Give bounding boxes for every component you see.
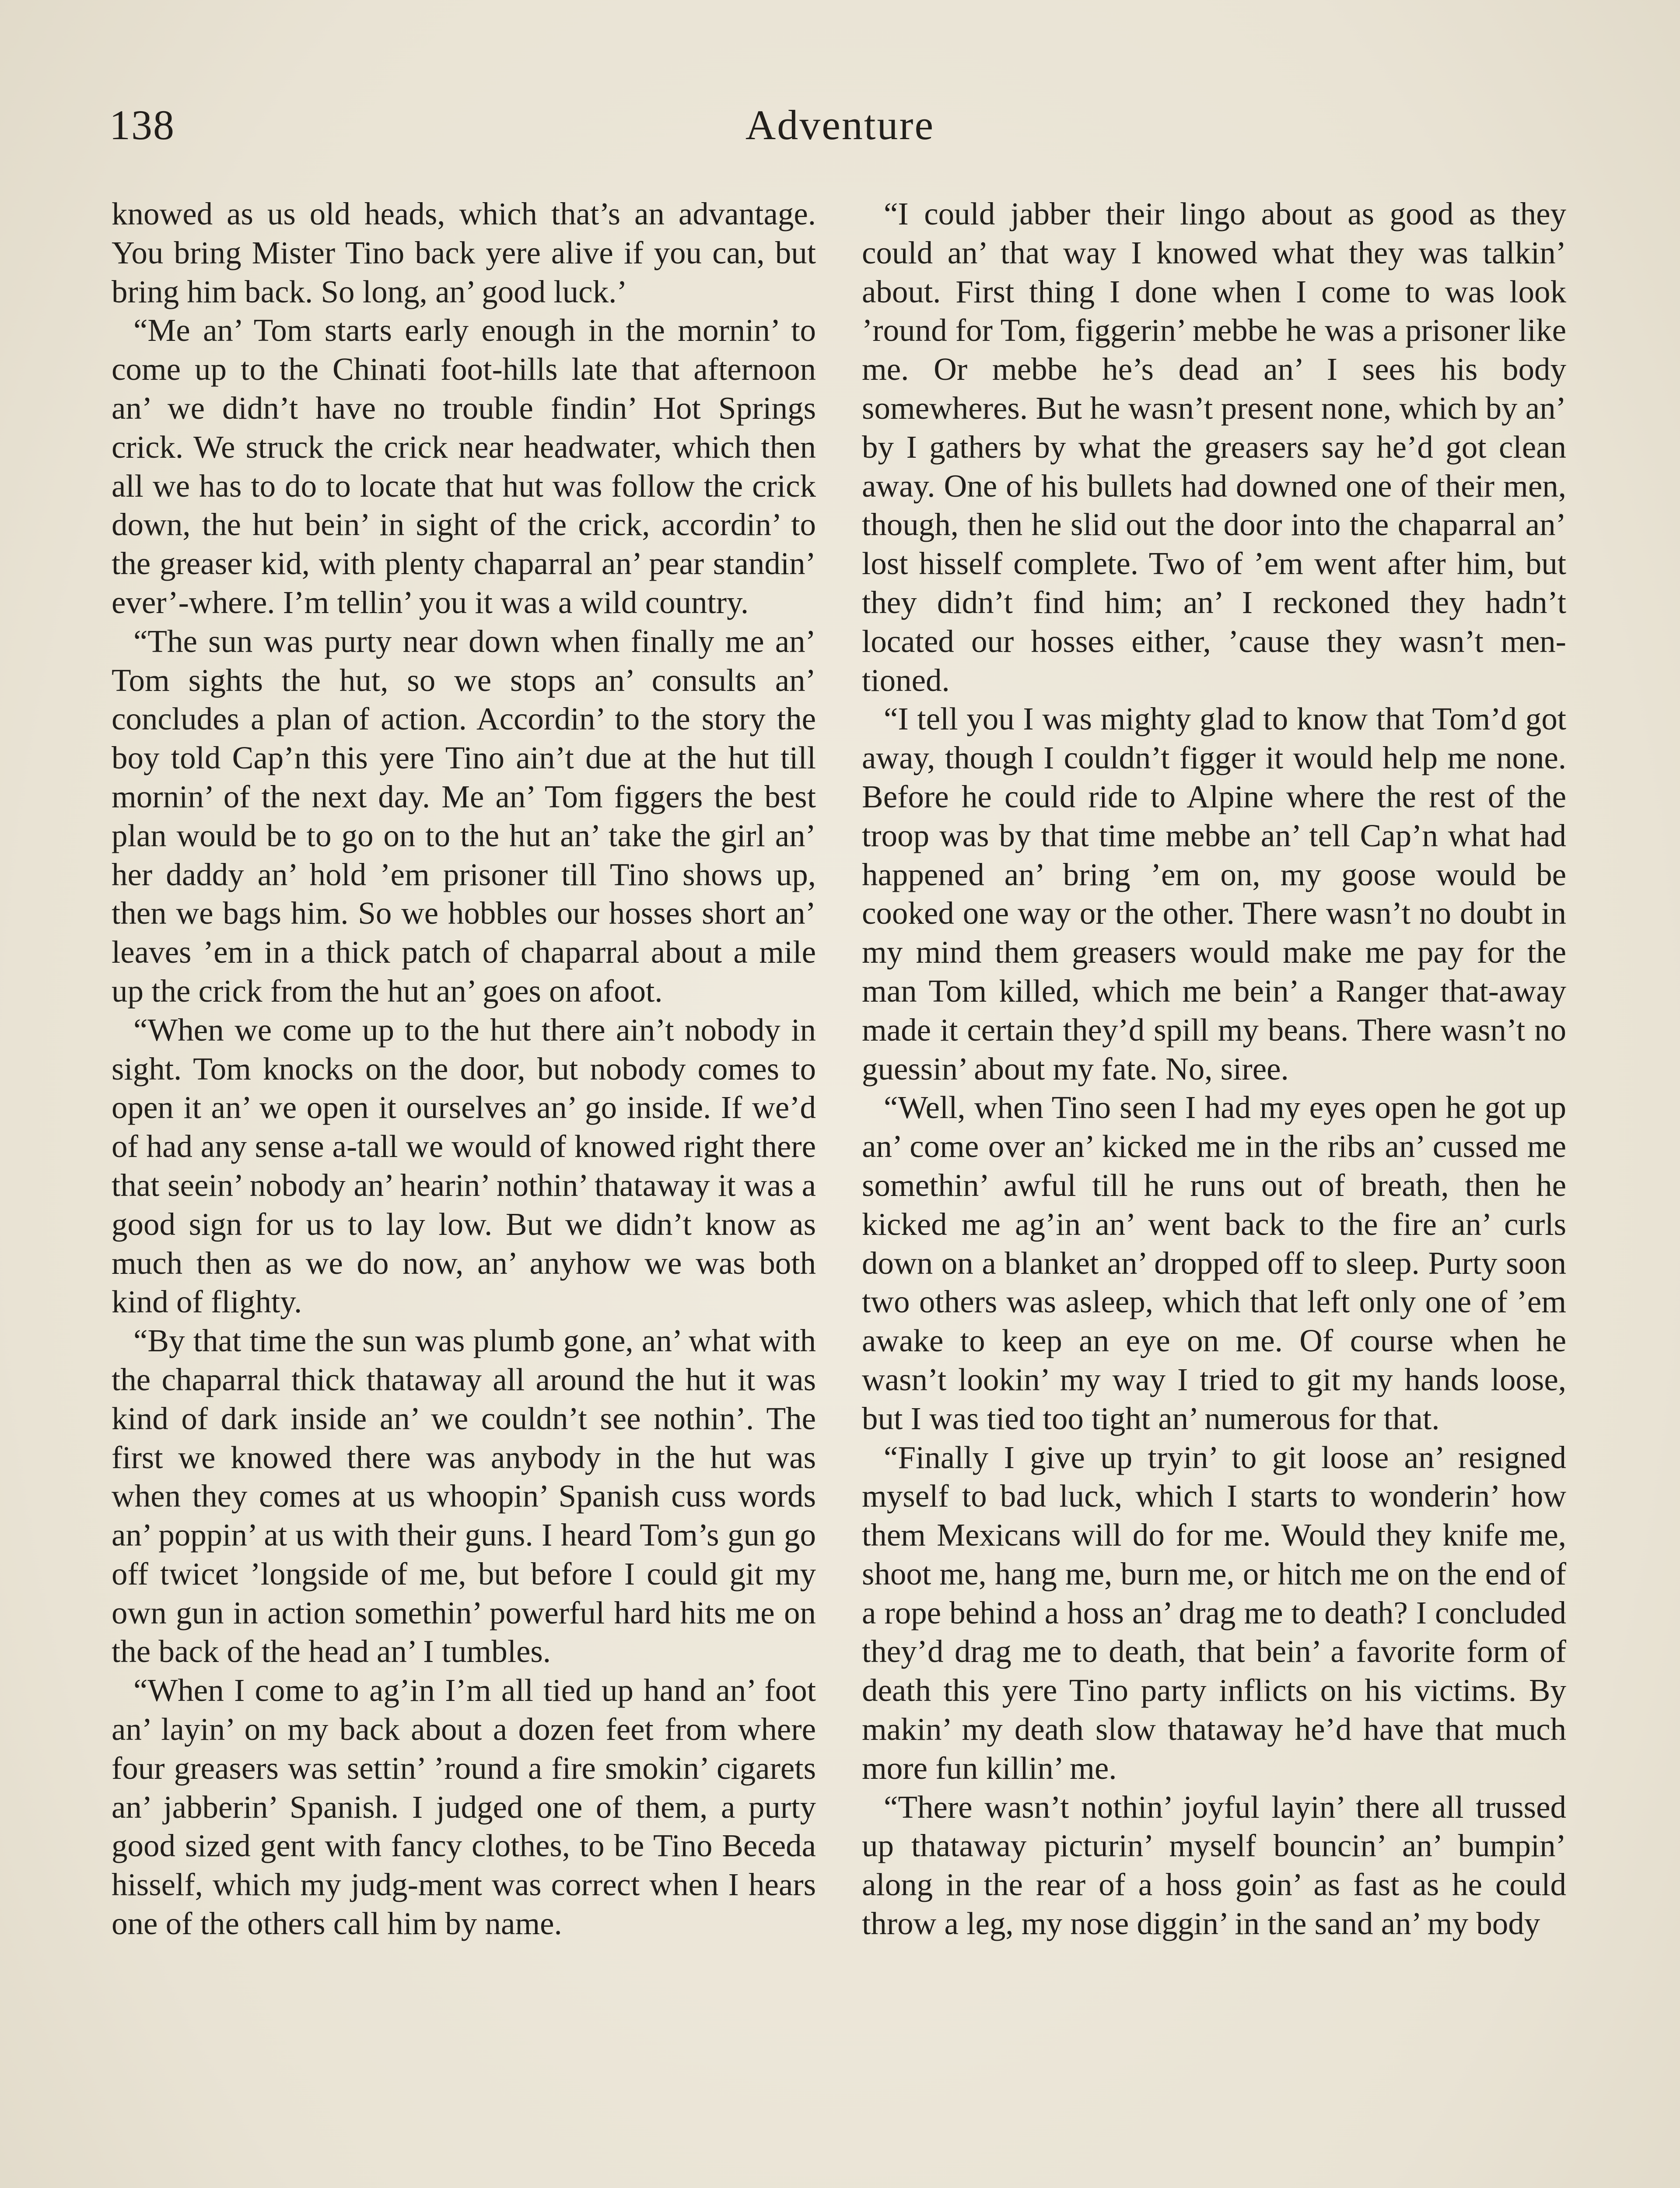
paragraph: “By that time the sun was plumb gone, an’ what with the chaparral thick thataway all around the hut it was kind of dark inside an’ we couldn’t see nothin’. The first we knowed there was anybody in the hut was when they comes at us whoopin’ Spanish cuss words an’ poppin’ at us with their guns. I heard Tom’s gun go off twicet ’longside of me, but before I could git my own gun in action somethin’ powerful hard hits me on the back of the head an’ I tumbles.	[112, 1323, 816, 1669]
paragraph: “The sun was purty near down when finally me an’ Tom sights the hut, so we stops an’ consults an’ concludes a plan of action. Accordin’ to the story the boy told Cap’n this yere Tino ain’t due at the hut till mornin’ of the next day. Me an’ Tom figgers the best plan would be to go on to the hut an’ take the girl an’ her daddy an’ hold ’em prisoner till Tino shows up, then we bags him. So we hobbles our hosses short an’ leaves ’em in a thick patch of chaparral about a mile up the crick from the hut an’ goes on afoot.	[112, 623, 816, 1009]
paragraph: “When we come up to the hut there ain’t nobody in sight. Tom knocks on the door, but nobody comes to open it an’ we open it ourselves an’ go inside. If we’d of had any sense a-tall we would of knowed right there that seein’ nobody an’ hearin’ nothin’ thataway it was a good sign for us to lay low. But we didn’t know as much then as we do now, an’ anyhow we was both kind of flighty.	[112, 1012, 816, 1320]
paragraph: “Well, when Tino seen I had my eyes open he got up an’ come over an’ kicked me in the ribs an’ cussed me somethin’ awful till he runs out of breath, then he kicked me ag’in an’ went back to the fire an’ curls down on a blanket an’ dropped off to sleep. Purty soon two others was asleep, which that left only one of ’em awake to keep an eye on me. Of course when he wasn’t lookin’ my way I tried to git my hands loose, but I was tied too tight an’ numerous for that.	[862, 1090, 1566, 1436]
right-column	[862, 195, 1566, 1943]
paragraph: “I could jabber their lingo about as good as they could an’ that way I knowed what they was talkin’ about. First thing I done when I come to was look ’round for Tom, figgerin’ mebbe he was a prisoner like me. Or mebbe he’s dead an’ I sees his body somewheres. But he wasn’t present none, which by an’ by I gathers by what the greasers say he’d got clean away. One of his bullets had downed one of their men, though, then he slid out the door into the chaparral an’ lost hisself complete. Two of ’em went after him, but they didn’t find him; an’ I reckoned they hadn’t located our hosses either, ’cause they wasn’t men-tioned.	[862, 196, 1566, 698]
paragraph: “Me an’ Tom starts early enough in the mornin’ to come up to the Chinati foot-hills late that afternoon an’ we didn’t have no trouble findin’ Hot Springs crick. We struck the crick near headwater, which then all we has to do to locate that hut was follow the crick down, the hut bein’ in sight of the crick, accordin’ to the greaser kid, with plenty chaparral an’ pear standin’ ever’-where. I’m tellin’ you it was a wild country.	[112, 312, 816, 620]
paragraph: “When I come to ag’in I’m all tied up hand an’ foot an’ layin’ on my back about a dozen feet from where four greasers was settin’ ’round a fire smokin’ cigarets an’ jabberin’ Spanish. I judged one of them, a purty good sized gent with fancy clothes, to be Tino Beceda hisself, which my judg-ment was correct when I hears one of the others call him by name.	[112, 1673, 816, 1942]
page-header	[109, 101, 1571, 158]
paragraph: “There wasn’t nothin’ joyful layin’ there all trussed up thataway picturin’ myself bouncin’ an’ bumpin’ along in the rear of a hoss goin’ as fast as he could throw a leg, my nose diggin’ in the sand an’ my body	[862, 1789, 1566, 1942]
left-column	[112, 195, 816, 1943]
paragraph: knowed as us old heads, which that’s an advantage. You bring Mister Tino back yere alive if you can, but bring him back. So long, an’ good luck.’	[112, 196, 816, 309]
paragraph: “I tell you I was mighty glad to know that Tom’d got away, though I couldn’t figger it would help me none. Before he could ride to Alpine where the rest of the troop was by that time mebbe an’ tell Cap’n what had happened an’ bring ’em on, my goose would be cooked one way or the other. There wasn’t no doubt in my mind them greasers would make me pay for the man Tom killed, which me bein’ a Ranger that-away made it certain they’d spill my beans. There wasn’t no guessin’ about my fate. No, siree.	[862, 701, 1566, 1087]
page-number: 138	[109, 102, 175, 148]
paragraph: “Finally I give up tryin’ to git loose an’ resigned myself to bad luck, which I starts to wonderin’ how them Mexicans will do for me. Would they knife me, shoot me, hang me, burn me, or hitch me on the end of a rope behind a hoss an’ drag me to death? I concluded they’d drag me to death, that bein’ a favorite form of death this yere Tino party inflicts on his victims. By makin’ my death slow thataway he’d have that much more fun killin’ me.	[862, 1439, 1566, 1786]
running-head: Adventure	[745, 102, 935, 148]
